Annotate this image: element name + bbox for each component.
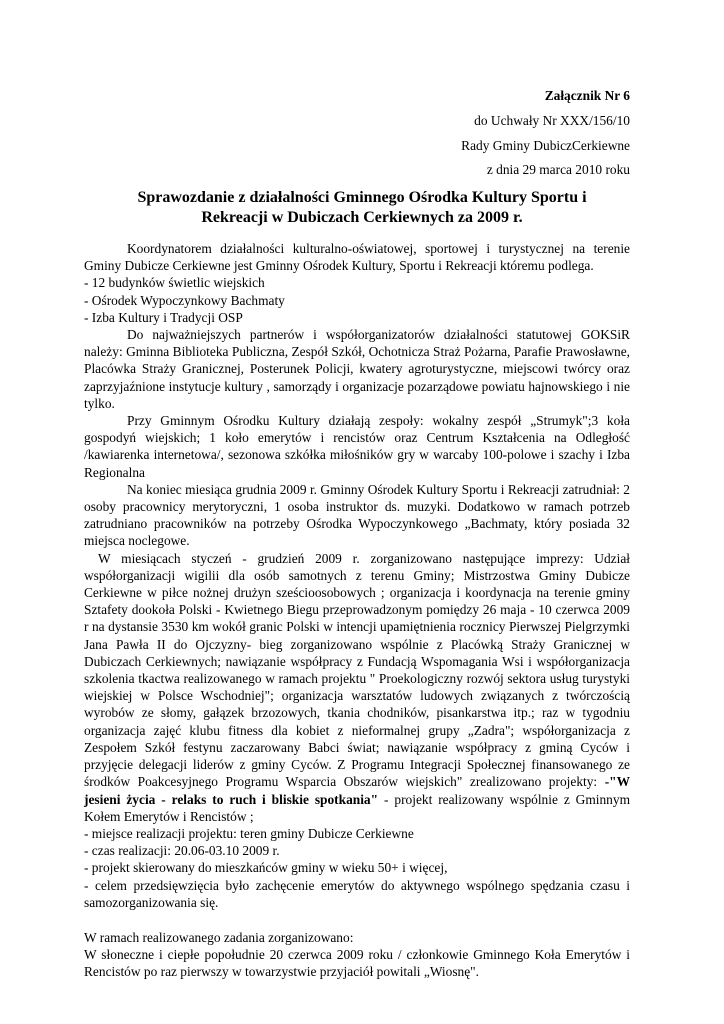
resolution-date: z dnia 29 marca 2010 roku xyxy=(486,162,630,177)
list-item: - Izba Kultury i Tradycji OSP xyxy=(84,309,243,325)
list-item: - czas realizacji: 20.06-03.10 2009 r. xyxy=(84,843,280,859)
list-item: - projekt skierowany do mieszkańców gminy w wieku 50+ i więcej, xyxy=(84,860,448,876)
report-title-line2: Rekreacji w Dubiczach Cerkiewnych za 2009 r. xyxy=(201,209,523,226)
paragraph-spring: W słoneczne i ciepłe popołudnie 20 czerwca 2009 roku / członkowie Gminnego Koła Emerytów i Rencistów po raz pierwszy w towarzystwie przyjaciół powitali „Wiosnę". xyxy=(84,947,630,980)
council-name: Rady Gminy DubiczCerkiewne xyxy=(461,138,630,153)
report-title-line1: Sprawozdanie z działalności Gminnego Ośrodka Kultury Sportu i xyxy=(137,189,587,206)
paragraph-ensembles: Przy Gminnym Ośrodku Kultury działają zespoły: wokalny zespół „Strumyk";3 koła gospodyń wiejskich; 1 koło emerytów i rencistów oraz Centrum Kształcenia na Odległość /kawiarenka internetowa/, sezonowa szkółka miłośników gry w warcaby 100-polowe i szachy i Izba Regionalna xyxy=(84,413,630,480)
resolution-reference: do Uchwały Nr XXX/156/10 xyxy=(474,113,630,128)
list-item: - celem przedsięwzięcia było zachęcenie emerytów do aktywnego wspólnego spędzania czasu i samozorganizowania się. xyxy=(84,877,630,910)
paragraph-events xyxy=(84,550,630,825)
list-item: - 12 budynków świetlic wiejskich xyxy=(84,275,265,291)
paragraph-partners: Do najważniejszych partnerów i współorganizatorów działalności statutowej GOKSiR należy: Gminna Biblioteka Publiczna, Zespół Szkół, Ochotnicza Straż Pożarna, Parafie Prawosławne, Placówka Straży Granicznej, Posterunek Policji, kwatery agroturystyczne, miejscowi twórcy oraz zaprzyjaźnione instytucje kultury , samorządy i organizacje pozarządowe powiatu hajnowskiego i nie tylko. xyxy=(84,327,630,411)
report-title xyxy=(80,188,644,228)
paragraph-organized: W ramach realizowanego zadania zorganizowano: xyxy=(84,929,354,945)
paragraph-coordinator: Koordynatorem działalności kulturalno-oświatowej, sportowej i turystycznej na terenie Gminy Dubicze Cerkiewne jest Gminny Ośrodek Kultury, Sportu i Rekreacji któremu podlega. xyxy=(84,241,630,274)
list-item: - Ośrodek Wypoczynkowy Bachmaty xyxy=(84,292,285,308)
project-name: -"W jesieni życia - relaks to ruch i bliskie spotkania" xyxy=(84,774,630,807)
events-text: W miesiącach styczeń - grudzień 2009 r. zorganizowano następujące imprezy: Udział współorganizacji wigilii dla osób samotnych z terenu Gminy; Mistrzostwa Gminy Dubicze Cerkiewne w piłce nożnej drużyn sześcioosobowych ; organizacja i koordynacja na terenie gminy Sztafety dookoła Polski - Kwietnego Biegu przeprowadzonym pomiędzy 26 maja - 10 czerwca 2009 r na dystansie 3530 km wokół granic Polski w intencji upamiętnienia rocznicy Pierwszej Pielgrzymki Jana Pawła II do Ojczyzny- bieg zorganizowano wspólnie z Placówką Straży Granicznej w Dubiczach Cerkiewnych; nawiązanie współpracy z Fundacją Wspomagania Wsi i współorganizacja szkolenia tkactwa realizowanego w ramach projektu " Proekologiczny rozwój sektora usług turystyki wiejskiej w Polsce Wschodniej"; organizacja warsztatów ludowych związanych z twórczością wyrobów ze słomy, gałązek brzozowych, tkania chodników, pisankarstwa itp.; raz w tygodniu organizacja zajęć klubu fitness dla kobiet z nieformalnej grupy „Zadra"; współorganizacja z Zespołem Szkół festynu zaczarowany Babci świat; nawiązanie współpracy z gminą Cyców i przyjęcie delegacji liderów z gminy Cyców. Z Programu Integracji Społecznej finansowanego ze środków Poakcesyjnego Programu Wsparcia Obszarów wiejskich" zrealizowano projekty: xyxy=(84,550,630,790)
attachment-number: Załącznik Nr 6 xyxy=(544,88,630,103)
events-tail: - projekt realizowany wspólnie z Gminnym Kołem Emerytów i Rencistów ; xyxy=(84,791,630,824)
report-body xyxy=(84,240,630,981)
paragraph-staff: Na koniec miesiąca grudnia 2009 r. Gminny Ośrodek Kultury Sportu i Rekreacji zatrudniał: 2 osoby pracownicy merytoryczni, 1 osoba instruktor ds. muzyki. Dodatkowo w ramach potrzeb zatrudniano pracowników na potrzeby Ośrodka Wypoczynkowego „Bachmaty, który posiada 32 miejsca noclegowe. xyxy=(84,481,630,549)
list-item: - miejsce realizacji projektu: teren gminy Dubicze Cerkiewne xyxy=(84,825,414,841)
